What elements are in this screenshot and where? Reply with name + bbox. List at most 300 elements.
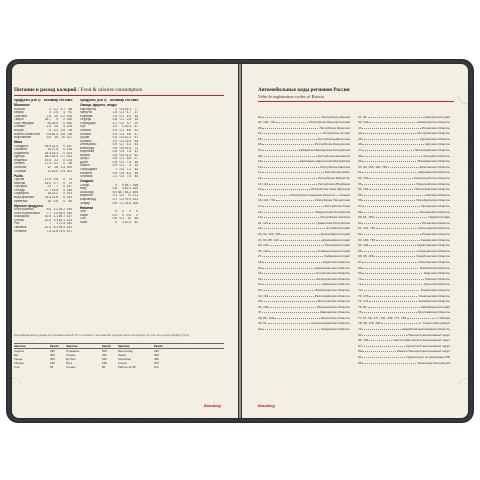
food-value: 44: [134, 167, 138, 171]
food-value: 3: [49, 111, 51, 115]
food-header-cell: Ккал: [65, 99, 73, 102]
food-name: Яблоки: [80, 132, 91, 136]
region-codes: 21, 121: [258, 220, 269, 225]
activity-kcal: 500: [102, 349, 107, 353]
regions-columns: [258, 114, 450, 366]
food-value: 69.7: [58, 215, 65, 219]
food-value: 0: [63, 192, 65, 196]
region-name: Воронежская область: [317, 304, 350, 309]
region-leader-dots: [362, 248, 416, 252]
food-value: 0: [115, 210, 117, 214]
food-value: 28: [54, 166, 58, 170]
food-value: 22: [54, 158, 58, 162]
region-codes: 78, 98, 178, 198: [358, 321, 381, 326]
food-value: 0.4: [112, 136, 117, 140]
food-header-cell: Ккал: [131, 99, 139, 102]
food-value: 16.1: [124, 107, 131, 111]
activity-name: Теннис: [66, 353, 76, 357]
food-header-cell: Белк.: [110, 99, 119, 102]
food-value: 0: [63, 162, 65, 166]
food-value: 18.4: [51, 155, 58, 159]
region-leader-dots: [362, 209, 418, 213]
region-codes: 59, 81, 159: [358, 215, 374, 220]
food-value: 10.3: [124, 136, 131, 140]
food-value: 17.7: [44, 188, 51, 192]
food-table-header: [14, 99, 76, 103]
region-codes: 65: [358, 248, 362, 253]
region-leader-dots: [262, 153, 316, 157]
region-leader-dots: [368, 114, 424, 118]
food-value: 35.7: [117, 190, 124, 194]
food-value: 3.7: [126, 121, 131, 125]
food-name: Творог: [14, 118, 24, 122]
food-value: 11.8: [52, 229, 58, 233]
region-name: Республика Калмыкия: [317, 153, 350, 158]
region-name: Карачаево-Черкесская Республика: [299, 159, 350, 164]
region-leader-dots: [269, 248, 316, 252]
food-name: Мороженое: [14, 136, 32, 140]
food-value: 18: [47, 192, 51, 196]
food-value: 10.4: [124, 220, 131, 224]
region-leader-dots: [262, 215, 319, 219]
food-name: Зефир: [80, 201, 90, 205]
food-row: [14, 200, 76, 204]
region-leader-dots: [262, 299, 317, 303]
region-name: Вологодская область: [318, 299, 350, 304]
region-leader-dots: [362, 360, 416, 364]
region-name: Пензенская область: [419, 209, 450, 214]
region-leader-dots: [362, 170, 417, 174]
region-codes: 15: [258, 192, 262, 197]
food-value: 0.2: [119, 121, 124, 125]
region-codes: 37: [258, 310, 262, 315]
region-codes: 76: [358, 310, 362, 315]
food-name: Капуста: [80, 111, 92, 115]
food-name: Печень: [14, 162, 25, 166]
food-header-cell: Угл.: [58, 99, 65, 102]
region-codes: 74, 174: [358, 299, 369, 304]
region-leader-dots: [369, 176, 413, 180]
region-name: Краснодарский край: [320, 231, 350, 236]
food-value: 27: [134, 157, 138, 161]
region-leader-dots: [362, 136, 419, 140]
food-value: 18.9: [44, 144, 51, 148]
region-leader-dots: [262, 271, 314, 275]
food-value: 7.4: [126, 160, 131, 164]
food-value: 0: [63, 148, 65, 152]
region-name: Рязанская область: [421, 231, 450, 236]
region-codes: 17: [258, 204, 262, 208]
region-leader-dots: [262, 287, 314, 291]
food-value: 17.4: [44, 162, 51, 166]
food-value: 1.5: [112, 139, 117, 143]
region-name: г. Санкт-Петербург: [419, 321, 450, 326]
food-value: 2.8: [46, 114, 51, 118]
food-value: 5.8: [126, 157, 131, 161]
food-name: Баранина: [14, 151, 29, 155]
food-header-cell: Жир: [51, 99, 58, 102]
food-value: 44: [134, 175, 138, 179]
food-value: 12.4: [51, 144, 58, 148]
region-name: Нижегородская область: [413, 176, 450, 181]
food-value: 16: [47, 148, 51, 152]
region-name: Оренбургская область: [416, 198, 450, 203]
food-name: Шоколад: [80, 190, 94, 194]
food-value: 83: [68, 199, 72, 203]
food-section-title: Сладкое: [80, 179, 94, 184]
food-value: 46: [134, 217, 138, 221]
region-leader-dots: [362, 198, 415, 202]
activity-name: Гольф: [118, 361, 127, 365]
food-value: 342: [66, 225, 72, 229]
food-value: 0.8: [112, 150, 117, 154]
food-value: 6.1: [53, 225, 58, 229]
food-value: 187: [66, 144, 72, 148]
region-codes: 41, 82: [358, 114, 367, 119]
food-value: 12.3: [44, 225, 51, 229]
food-value: 27: [134, 111, 138, 115]
food-value: 19.5: [51, 188, 58, 192]
food-value: 2.5: [46, 125, 51, 129]
food-value: 254: [66, 211, 72, 215]
region-leader-dots: [281, 231, 319, 235]
food-value: 321: [132, 197, 138, 201]
region-codes: 29: [258, 265, 262, 270]
activity-name: Аэробика: [118, 357, 131, 361]
region-codes: 40: [258, 327, 262, 332]
region-codes: 57: [358, 204, 362, 208]
region-codes: 95: [358, 360, 362, 365]
food-name: Овсянка: [14, 225, 27, 229]
food-value: 20: [134, 121, 138, 125]
food-value: 3.2: [53, 128, 58, 132]
food-name: Вишня: [80, 153, 90, 157]
food-value: 95: [134, 139, 138, 143]
food-value: 15.4: [124, 146, 131, 150]
activity-name: Лыжи: [118, 353, 126, 357]
region-name: Курская область: [425, 142, 450, 147]
food-value: 0.1: [119, 118, 124, 122]
region-codes: 69: [358, 271, 362, 276]
food-value: 4: [63, 111, 65, 115]
region-leader-dots: [262, 159, 298, 163]
activity-name: Велосипед: [118, 349, 133, 353]
region-codes: 64, 164: [358, 243, 369, 248]
region-codes: 23, 93, 123, 193: [258, 231, 281, 236]
food-value: 21: [47, 185, 51, 189]
region-leader-dots: [381, 321, 418, 325]
food-value: 8.8: [126, 128, 131, 132]
food-value: 0.6: [112, 157, 117, 161]
region-codes: 09: [258, 159, 262, 164]
region-name: Свердловская область: [416, 254, 450, 259]
food-value: 206: [66, 114, 72, 118]
activity-kcal: 230: [50, 361, 55, 365]
food-value: 18: [47, 199, 51, 203]
food-name: Бананы: [80, 139, 92, 143]
region-leader-dots: [362, 204, 420, 208]
food-value: 7.7: [46, 211, 51, 215]
food-name: Клубника: [80, 150, 94, 154]
food-value: 3: [129, 164, 131, 168]
food-column-1: [14, 99, 76, 233]
food-header-cell: Продукты (100 г): [80, 99, 107, 102]
food-page-title: [14, 87, 142, 93]
region-leader-dots: [362, 343, 404, 347]
region-name: Республика Северная Осетия — Алания: [290, 192, 350, 197]
food-value: 17.5: [44, 178, 51, 182]
food-value: 71.4: [58, 222, 65, 226]
food-value: 0: [63, 188, 65, 192]
region-name: Смоленская область: [418, 259, 450, 264]
food-name: Черника: [80, 175, 93, 179]
food-value: 5: [49, 128, 51, 132]
food-value: 417: [66, 229, 72, 233]
region-codes: 46: [358, 142, 362, 147]
food-section-title: Овощи, фрукты, ягоды: [80, 103, 117, 108]
food-value: 12.6: [44, 218, 51, 222]
food-value: 7.5: [126, 150, 131, 154]
food-value: 26.5: [51, 121, 58, 125]
region-name: Республика Татарстан: [315, 198, 350, 203]
region-leader-dots: [262, 187, 310, 191]
regions-column-right: [358, 114, 450, 366]
region-codes: 51: [358, 170, 362, 175]
food-section-title: Мучные продукты: [14, 203, 44, 208]
region-leader-dots: [262, 176, 317, 180]
food-value: 546: [132, 190, 138, 194]
region-codes: 04: [258, 131, 262, 136]
food-name: Горбуша: [14, 185, 27, 189]
food-value: 1.2: [53, 208, 58, 212]
food-value: 15: [134, 118, 138, 122]
food-value: 59.5: [58, 225, 65, 229]
food-value: 20: [54, 125, 58, 129]
food-value: 0.4: [119, 175, 124, 179]
food-value: 0.5: [119, 171, 124, 175]
region-leader-dots: [362, 259, 418, 263]
region-name: Астраханская область: [315, 271, 350, 276]
region-name: Республика Карелия: [320, 164, 350, 169]
region-name: Чеченская Республика: [417, 360, 450, 365]
region-leader-dots: [362, 355, 405, 359]
food-value: 316: [66, 148, 72, 152]
region-codes: 79: [358, 327, 362, 332]
food-value: 35: [134, 160, 138, 164]
food-value: 0: [129, 210, 131, 214]
regions-page-subtitle: Vehicle registration codes of Russia: [258, 94, 324, 99]
food-title-rule: [14, 95, 224, 96]
food-value: 0.4: [119, 107, 124, 111]
food-value: 31.6: [44, 196, 51, 199]
region-leader-dots: [362, 327, 401, 331]
region-codes: 14: [258, 187, 262, 192]
region-leader-dots: [369, 299, 417, 303]
region-leader-dots: [262, 265, 314, 269]
activity-kcal: 350: [50, 357, 55, 361]
region-leader-dots: [369, 293, 417, 297]
food-name: Морковь: [80, 114, 93, 118]
food-value: 0.1: [112, 197, 117, 201]
food-value: 3: [49, 107, 51, 111]
region-name: Самарская область: [420, 237, 450, 242]
activity-table: [14, 343, 224, 369]
region-line: [358, 360, 450, 366]
food-value: 0: [122, 125, 124, 129]
region-name: Кабардино-Балкарская Республика: [298, 148, 350, 153]
food-value: 1.1: [53, 215, 58, 219]
activity-name: Бег: [14, 353, 19, 357]
food-name: Кефир: [14, 111, 24, 115]
region-name: Ямало-Ненецкий автономный округ: [397, 349, 450, 354]
activity-name: Футбол: [66, 357, 76, 361]
food-value: 3.2: [53, 107, 58, 111]
activity-header-cell: Занятие: [118, 344, 130, 348]
region-name: г. Москва: [436, 315, 450, 320]
region-codes: 01: [258, 114, 262, 119]
food-value: 7.6: [126, 175, 131, 179]
activity-name: Работа за ПК: [118, 365, 136, 369]
food-value: 16.7: [44, 118, 51, 122]
region-leader-dots: [362, 282, 422, 286]
food-value: 74.9: [58, 229, 65, 233]
region-leader-dots: [276, 120, 308, 124]
food-value: 81.5: [124, 187, 131, 191]
food-value: 13.8: [51, 196, 58, 199]
food-value: 276: [66, 158, 72, 162]
region-codes: 52, 152: [358, 176, 369, 181]
region-leader-dots: [262, 209, 313, 213]
food-value: 159: [66, 118, 72, 122]
food-value: 62.1: [58, 218, 65, 222]
food-name: Треска: [14, 178, 25, 182]
regions-title-rule: [258, 101, 454, 102]
region-name: Удмуртская Республика: [314, 209, 350, 214]
food-value: 251: [66, 196, 72, 199]
region-codes: 07: [258, 148, 262, 153]
activity-name: Ходьба: [14, 349, 24, 353]
food-value: 261: [66, 169, 72, 173]
region-name: Магаданская область: [417, 159, 450, 164]
food-value: 13.2: [51, 192, 58, 196]
food-value: 0.6: [112, 146, 117, 150]
region-codes: 66, 96, 196: [358, 254, 374, 259]
food-value: 0: [122, 220, 124, 224]
food-name: Мёд: [80, 187, 87, 191]
region-leader-dots: [388, 164, 418, 168]
food-value: 2.8: [126, 118, 131, 122]
food-name: Кола: [80, 220, 88, 224]
region-leader-dots: [374, 215, 427, 219]
region-name: Псковская область: [421, 220, 450, 225]
food-value: 68: [68, 128, 72, 132]
region-name: Тульская область: [423, 282, 450, 287]
food-value: 0.8: [112, 118, 117, 122]
region-codes: 39, 91: [258, 321, 267, 326]
food-value: 48.2: [124, 190, 131, 194]
food-value: 0.1: [119, 157, 124, 161]
region-leader-dots: [407, 315, 435, 319]
food-value: 0: [63, 199, 65, 203]
food-name: Варенье: [80, 194, 93, 198]
food-value: 398: [132, 183, 138, 187]
region-name: Брянская область: [323, 282, 350, 287]
food-value: 0.4: [119, 132, 124, 136]
region-codes: 50, 90, 150, 190, 750: [358, 164, 388, 169]
region-codes: 26, 126: [258, 248, 269, 253]
region-codes: 63, 163, 763: [358, 237, 376, 242]
region-leader-dots: [362, 220, 420, 224]
food-section-title: Напитки: [80, 205, 94, 210]
region-leader-dots: [262, 148, 297, 152]
food-value: 1.4: [112, 125, 117, 129]
region-leader-dots: [269, 220, 315, 224]
region-codes: 48: [358, 153, 362, 158]
region-leader-dots: [276, 198, 314, 202]
activity-header-cell: Ккал/ч: [102, 344, 112, 348]
region-name: Владимирская область: [315, 287, 350, 292]
region-name: Тверская область: [423, 271, 450, 276]
food-value: 4.7: [60, 107, 65, 111]
region-leader-dots: [262, 164, 319, 168]
food-value: 0: [63, 144, 65, 148]
region-codes: 12: [258, 176, 262, 181]
activity-note: Калорийный расход указан для человека массой 70 кг в течение 1 часа занятий. Average calorie consumption per hour for a person weighing 70 kg.: [14, 334, 190, 337]
region-leader-dots: [262, 170, 324, 174]
region-name: Сахалинская область: [417, 248, 450, 253]
food-value: 0.2: [119, 139, 124, 143]
region-name: Пермский край: [428, 215, 450, 220]
food-value: 34.2: [58, 208, 65, 212]
food-value: 27.8: [51, 148, 58, 152]
food-value: 0: [63, 185, 65, 189]
region-codes: 05: [258, 136, 262, 141]
food-value: 0.2: [119, 194, 124, 198]
region-leader-dots: [262, 310, 318, 314]
food-name: Помидоры: [80, 121, 96, 125]
region-name: Липецкая область: [422, 153, 450, 158]
food-value: 1: [56, 222, 58, 226]
food-value: 53.4: [58, 211, 65, 215]
food-name: Хлеб пшеничный: [14, 211, 40, 215]
region-name: Республика Бурятия: [319, 125, 350, 130]
region-name: Кировская область: [421, 125, 450, 130]
region-leader-dots: [362, 148, 413, 152]
region-name: Республика Хакасия: [320, 215, 350, 220]
region-leader-dots: [262, 226, 325, 230]
region-leader-dots: [362, 192, 424, 196]
activity-name: Танцы: [14, 357, 23, 361]
food-value: 0: [63, 151, 65, 155]
food-value: 337: [66, 215, 72, 219]
region-leader-dots: [262, 282, 322, 286]
food-value: 246: [66, 188, 72, 192]
food-header-cell: Угл.: [124, 99, 131, 102]
food-value: 6.9: [112, 190, 117, 194]
food-value: 0.7: [60, 155, 65, 159]
region-leader-dots: [362, 159, 416, 163]
region-codes: 24, 84, 88, 124: [258, 237, 279, 242]
region-leader-dots: [376, 237, 419, 241]
region-name: Республика Коми: [324, 170, 350, 175]
region-codes: 06: [258, 142, 262, 147]
food-value: 0.4: [60, 169, 65, 173]
food-name: Лук: [80, 125, 86, 129]
food-value: 0.1: [119, 197, 124, 201]
region-name: Курганская область: [420, 136, 450, 141]
region-name: Республика Башкортостан: [309, 120, 350, 125]
region-codes: 44: [358, 131, 362, 136]
